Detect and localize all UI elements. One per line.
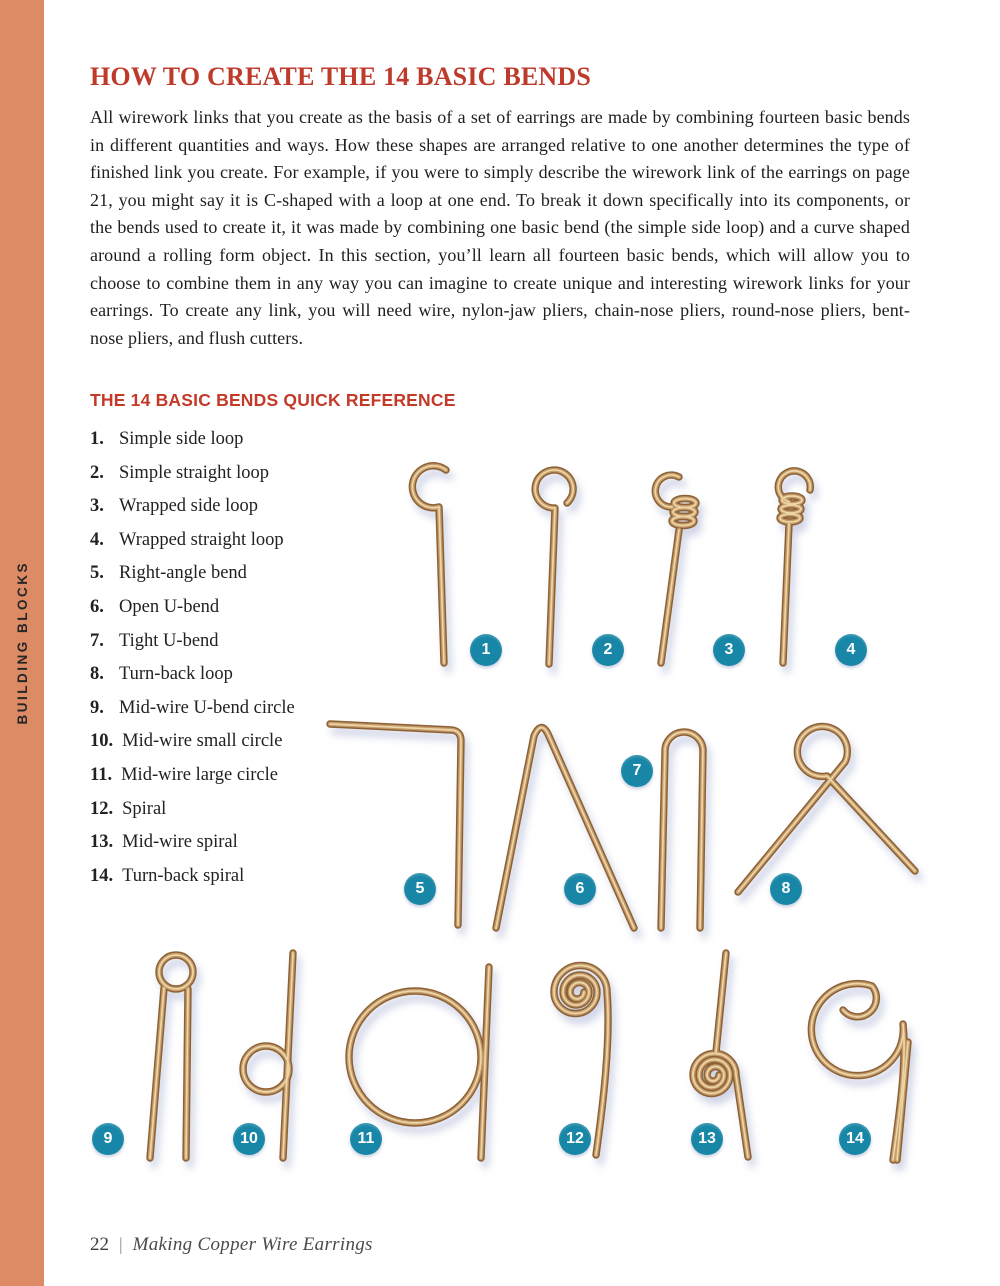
list-item: [90, 793, 420, 827]
list-item-number: 14.: [90, 865, 114, 886]
bend-badge-6: 6: [564, 873, 596, 905]
list-item-label: Wrapped straight loop: [119, 529, 284, 550]
list-item-number: 7.: [90, 630, 104, 651]
bend-illustration-mid-wire-u-bend-circle: [150, 955, 193, 1158]
list-item-label: Mid-wire U-bend circle: [119, 697, 295, 718]
bend-list: [90, 423, 420, 893]
bend-badge-11: 11: [350, 1123, 382, 1155]
list-item-label: Mid-wire small circle: [122, 731, 283, 752]
list-item-number: 4.: [90, 529, 104, 550]
bend-badge-10: 10: [233, 1123, 265, 1155]
list-item: [90, 557, 420, 591]
list-item-number: 1.: [90, 429, 104, 449]
list-item: [90, 490, 420, 524]
list-item-number: 13.: [90, 832, 114, 853]
list-item-label: Turn-back loop: [119, 664, 233, 685]
list-item: [90, 524, 420, 558]
bend-illustration-wrapped-straight-loop: [778, 471, 810, 663]
bend-badge-12: 12: [559, 1123, 591, 1155]
book-title: Making Copper Wire Earrings: [132, 1234, 373, 1255]
intro-paragraph: All wirework links that you create as the basis of a set of earrings are made by combining fourteen basic bends in different quantities and ways. How these shapes are arranged relative to one another determines the type of finished link you create. For example, if you were to simply describe the wirework link of the earrings on page 21, you might say it is C-shaped with a loop at one end. To break it down specifically into its components, or the bends used to create it, it was made by combining one basic bend (the simple side loop) and a curve shaped around a rolling form object. In this section, you’ll learn all fourteen basic bends, which will allow you to choose to combine them in any way you can imagine to create unique and interesting wirework links for your earrings. To create any link, you will need wire, nylon-jaw pliers, chain-nose pliers, round-nose pliers, bent-nose pliers, and flush cutters.: [90, 107, 910, 348]
list-item-label: Mid-wire large circle: [121, 764, 278, 785]
bend-badge-7: 7: [621, 755, 653, 787]
list-item: [90, 625, 420, 659]
list-item-label: Tight U-bend: [119, 630, 219, 651]
bend-badge-13: 13: [691, 1123, 723, 1155]
bend-illustration-wrapped-side-loop: [655, 475, 696, 663]
footer-separator: |: [119, 1234, 123, 1254]
bend-badge-14: 14: [839, 1123, 871, 1155]
list-item-number: 8.: [90, 664, 104, 685]
page-footer: [90, 1234, 373, 1256]
bend-illustration-tight-u-bend: [661, 732, 703, 928]
list-item-label: Right-angle bend: [119, 563, 247, 584]
list-item: [90, 725, 420, 759]
list-item-label: Spiral: [122, 798, 167, 819]
list-item: [90, 860, 420, 894]
chapter-sidebar-label: BUILDING BLOCKS: [14, 561, 30, 725]
list-item-number: 2.: [90, 462, 104, 483]
bend-badge-1: 1: [470, 634, 502, 666]
chapter-sidebar-strip: [0, 0, 44, 1286]
list-item-label: Turn-back spiral: [122, 865, 245, 886]
list-item: [90, 658, 420, 692]
quick-reference-heading: THE 14 BASIC BENDS QUICK REFERENCE: [90, 390, 456, 410]
bend-badge-3: 3: [713, 634, 745, 666]
list-item-label: Simple side loop: [119, 429, 244, 449]
bend-badge-9: 9: [92, 1123, 124, 1155]
list-item-number: 9.: [90, 697, 104, 718]
list-item-number: 6.: [90, 596, 104, 617]
bend-badge-2: 2: [592, 634, 624, 666]
page-title: HOW TO CREATE THE 14 BASIC BENDS: [90, 62, 592, 91]
list-item: [90, 591, 420, 625]
bend-illustration-simple-straight-loop: [535, 470, 573, 664]
list-item: [90, 759, 420, 793]
bend-badge-8: 8: [770, 873, 802, 905]
list-item-number: 3.: [90, 496, 104, 517]
list-item-label: Wrapped side loop: [119, 496, 258, 517]
list-item-number: 12.: [90, 798, 114, 819]
list-item: [90, 457, 420, 491]
list-item: [90, 692, 420, 726]
bend-illustration-turn-back-loop: [738, 726, 915, 892]
list-item-label: Mid-wire spiral: [122, 832, 238, 853]
bend-badge-4: 4: [835, 634, 867, 666]
page-number: 22: [90, 1234, 109, 1255]
bend-illustration-open-u-bend: [496, 727, 634, 928]
list-item-number: 5.: [90, 563, 104, 584]
list-item-number: 11.: [90, 764, 113, 785]
list-item: [90, 826, 420, 860]
bend-badge-5: 5: [404, 873, 436, 905]
list-item-label: Simple straight loop: [119, 462, 270, 483]
list-item-number: 10.: [90, 731, 114, 752]
list-item-label: Open U-bend: [119, 596, 220, 617]
list-item: [90, 423, 420, 457]
